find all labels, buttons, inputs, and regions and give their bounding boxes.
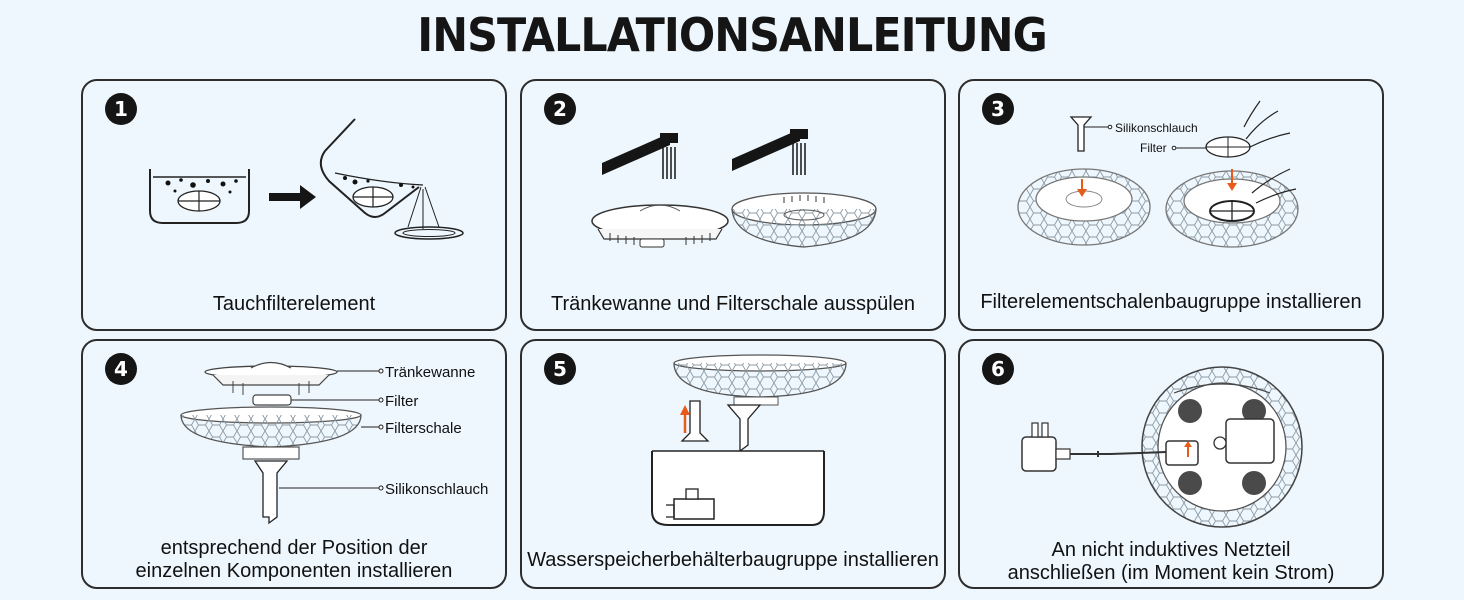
step-6-caption: [960, 539, 1382, 585]
step-2-panel: [520, 79, 946, 331]
step-6-caption-line-1: An nicht induktives Netzteil: [1051, 539, 1291, 561]
step-4-caption-line-2: einzelnen Komponenten installieren: [135, 560, 453, 582]
step-4-label-basin: Tränkewanne: [385, 364, 476, 381]
step-6-panel: [958, 339, 1384, 589]
step-3-number: 3: [982, 93, 1014, 125]
step-4-label-bowl: Filterschale: [385, 420, 462, 437]
step-2-number: 2: [544, 93, 576, 125]
step-6-caption-line-2: anschließen (im Moment kein Strom): [1007, 562, 1335, 584]
step-4-caption-line-1: entsprechend der Position der: [160, 537, 428, 559]
page-title: INSTALLATIONSANLEITUNG: [417, 8, 1047, 62]
step-3-label-filter: Filter: [1140, 141, 1167, 155]
step-1-number: 1: [105, 93, 137, 125]
step-5-caption: Wasserspeicherbehälterbaugruppe installieren: [527, 549, 939, 571]
step-4-caption: [83, 537, 505, 583]
step-1-panel: [81, 79, 507, 331]
step-4-panel: [81, 339, 507, 589]
step-5-number: 5: [544, 353, 576, 385]
step-6-number: 6: [982, 353, 1014, 385]
step-2-caption: Tränkewanne und Filterschale ausspülen: [551, 293, 915, 315]
step-3-panel: [958, 79, 1384, 331]
step-4-label-hose: Silikonschlauch: [385, 481, 489, 498]
step-4-label-filter: Filter: [385, 393, 419, 410]
step-1-caption: Tauchfilterelement: [212, 293, 376, 315]
step-4-number: 4: [105, 353, 137, 385]
step-5-panel: [520, 339, 946, 589]
step-3-caption: Filterelementschalenbaugruppe installieren: [980, 291, 1362, 313]
step-3-label-hose: Silikonschlauch: [1115, 121, 1198, 135]
